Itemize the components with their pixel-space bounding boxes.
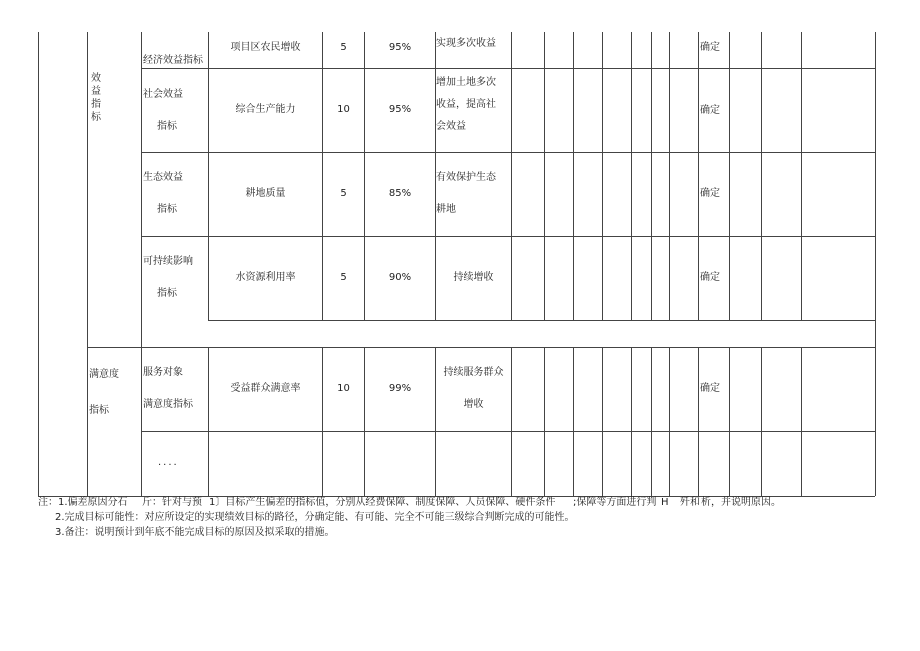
indicator-name: 综合生产能力	[235, 104, 296, 115]
grid-line	[141, 68, 875, 69]
grid-line	[602, 32, 603, 320]
weight-value: 10	[337, 383, 350, 394]
grid-line	[631, 347, 632, 496]
actual-result: 收益，提高社	[436, 99, 496, 110]
weight-value: 5	[340, 272, 347, 283]
grid-line	[651, 347, 652, 496]
weight-value: 5	[340, 188, 347, 199]
weight-value: 10	[337, 104, 350, 115]
grid-line	[544, 347, 545, 496]
conclusion-value: 确定	[700, 383, 720, 394]
category-label: 指标	[157, 288, 177, 299]
grid-line	[544, 32, 545, 320]
actual-result: 会效益	[436, 121, 466, 132]
grid-line	[38, 32, 39, 496]
indicator-name: 耕地质量	[245, 188, 286, 199]
target-value: 99%	[388, 383, 412, 394]
category-label: 满意度指标	[143, 399, 193, 410]
category-label: 可持续影响	[143, 256, 193, 267]
grid-line	[761, 347, 762, 496]
grid-line	[511, 32, 512, 320]
grid-line	[761, 32, 762, 320]
category-label: 指标	[157, 121, 177, 132]
category-label: 指标	[157, 204, 177, 215]
actual-result: 增加土地多次	[436, 77, 496, 88]
actual-result: 持续服务群众	[443, 367, 504, 378]
grid-line	[698, 32, 699, 320]
grid-line	[729, 32, 730, 320]
grid-line	[511, 347, 512, 496]
actual-result: 有效保护生态	[436, 172, 496, 183]
grid-line	[208, 347, 209, 496]
grid-line	[729, 347, 730, 496]
ellipsis-placeholder: ....	[158, 457, 179, 468]
conclusion-value: 确定	[700, 105, 720, 116]
category-label: 经济效益指标	[143, 55, 203, 66]
note-2: 2.完成目标可能性：对应所设定的实现绩效目标的路径，分确定能、有可能、完全不可能三级综合判断完成的可能性。	[55, 512, 575, 523]
actual-result: 持续增收	[453, 272, 494, 283]
conclusion-value: 确定	[700, 272, 720, 283]
grid-line	[631, 32, 632, 320]
grid-line	[87, 32, 88, 496]
group-label-satisfaction: 满意度	[89, 369, 119, 380]
grid-line	[801, 347, 802, 496]
note-1-part-a: 注：1.偏差原因分石	[38, 497, 128, 508]
target-value: 90%	[388, 272, 412, 283]
note-3: 3.备注：说明预计到年底不能完成目标的原因及拟采取的措施。	[55, 527, 335, 538]
grid-line	[669, 347, 670, 496]
actual-result: 增收	[463, 399, 484, 410]
conclusion-value: 确定	[700, 42, 720, 53]
conclusion-value: 确定	[700, 188, 720, 199]
weight-value: 5	[340, 42, 347, 53]
category-label: 生态效益	[143, 172, 183, 183]
group-label-satisfaction: 指标	[89, 405, 109, 416]
note-1-part-g: 析，并说明原因。	[701, 497, 781, 508]
grid-line	[875, 32, 876, 496]
note-1-part-c: 1〕目标产生偏差的指标值，分别从经费保障、制度保障、人员保障、硬件条件	[209, 497, 556, 508]
grid-line	[698, 347, 699, 496]
grid-line	[651, 32, 652, 320]
grid-line	[364, 347, 365, 496]
note-1-part-e: H	[661, 497, 669, 508]
grid-line	[669, 32, 670, 320]
grid-line	[141, 32, 142, 496]
category-label: 社会效益	[143, 89, 183, 100]
grid-line	[573, 32, 574, 320]
category-label: 服务对象	[143, 367, 183, 378]
grid-line	[801, 32, 802, 320]
grid-line	[141, 152, 875, 153]
group-label-effect: 效益指标	[91, 73, 101, 123]
grid-line	[322, 347, 323, 496]
actual-result: 实现多次收益	[436, 38, 496, 49]
indicator-name: 受益群众满意率	[230, 383, 301, 394]
target-value: 95%	[388, 42, 412, 53]
grid-line	[141, 236, 875, 237]
target-value: 95%	[388, 104, 412, 115]
grid-line	[602, 347, 603, 496]
note-1-part-b: 斤：针对与预	[142, 497, 202, 508]
indicator-name: 水资源利用率	[235, 272, 296, 283]
indicator-name: 项目区农民增收	[230, 42, 301, 53]
grid-line	[573, 347, 574, 496]
actual-result: 耕地	[436, 204, 456, 215]
note-1-part-d: ;保障等方面进行判	[573, 497, 657, 508]
grid-line	[141, 431, 875, 432]
note-1-part-f: 歼和	[680, 497, 700, 508]
grid-line	[208, 320, 875, 321]
target-value: 85%	[388, 188, 412, 199]
grid-line	[87, 347, 875, 348]
